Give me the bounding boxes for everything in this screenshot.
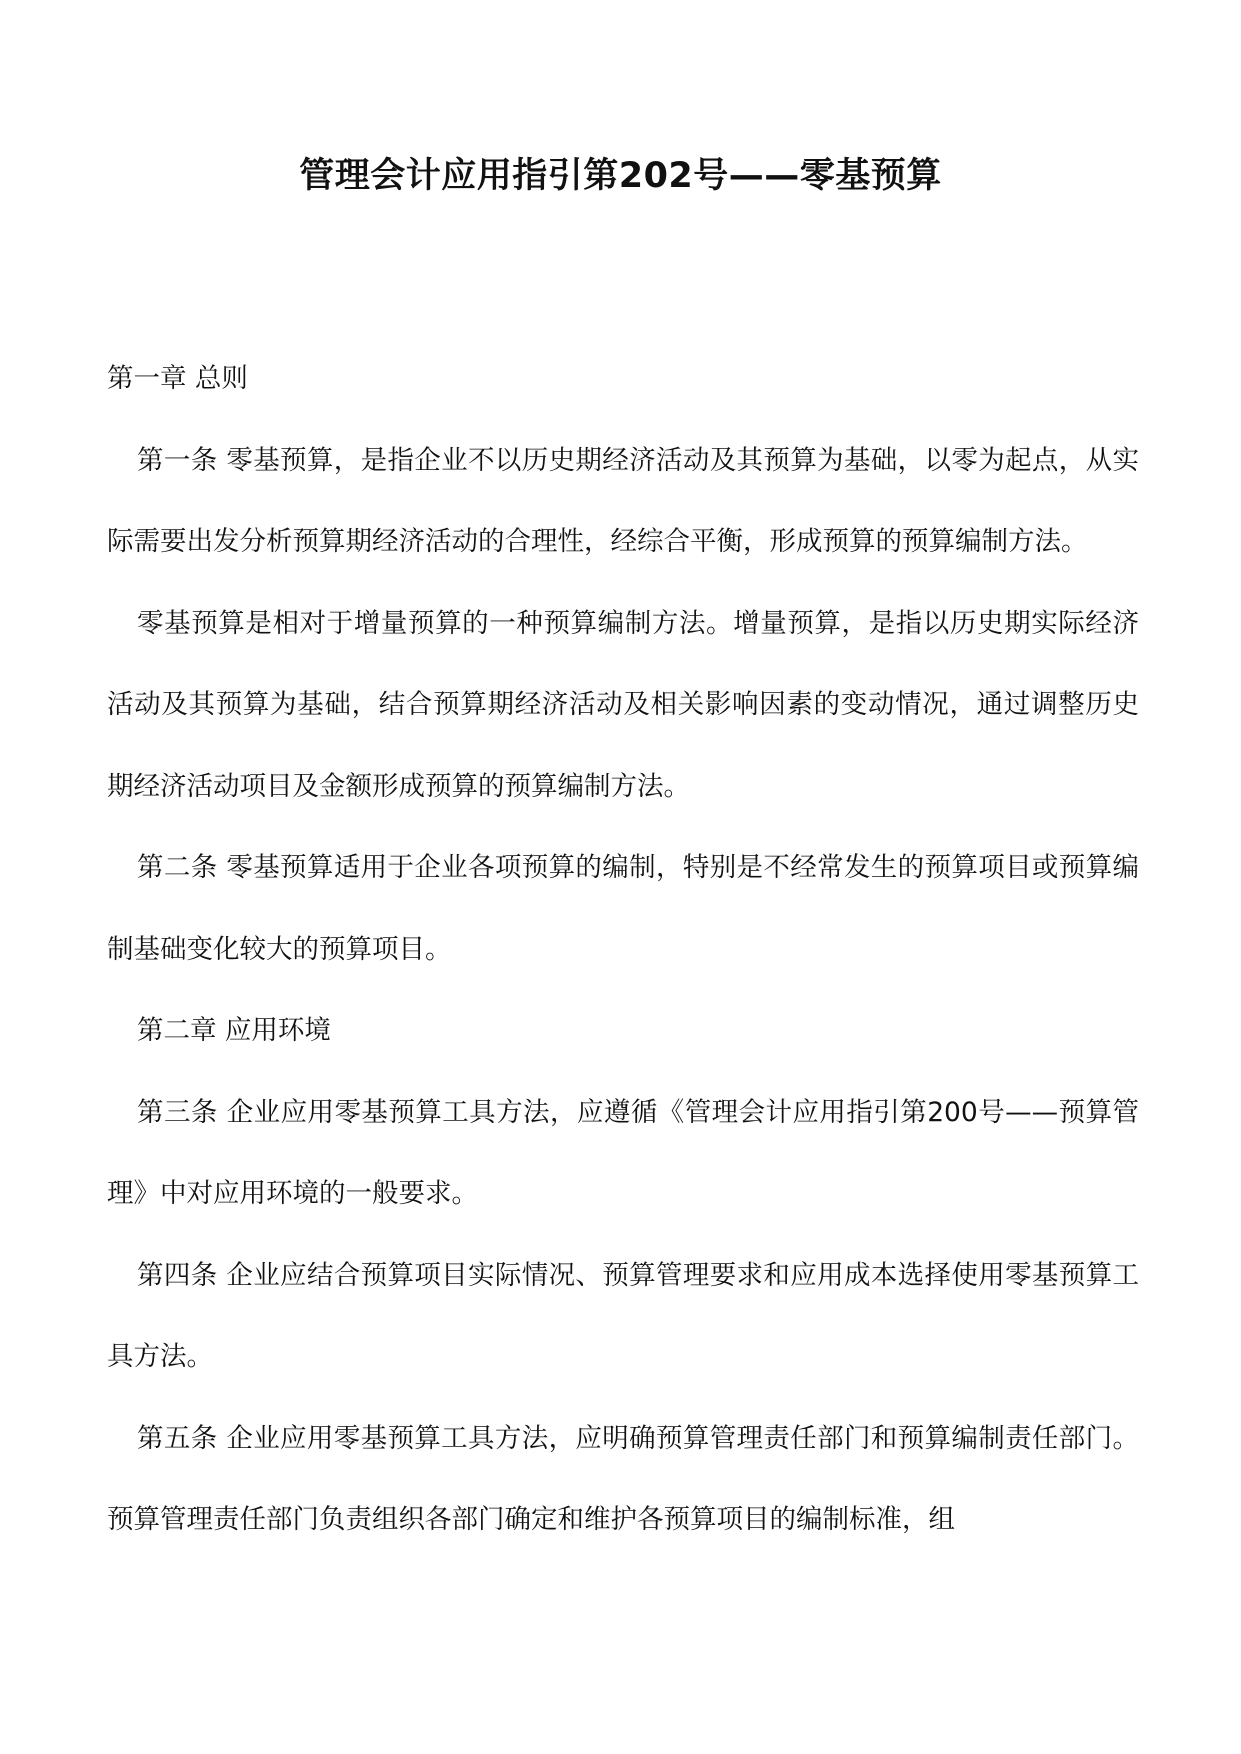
chapter-heading: 第一章 总则 <box>107 363 248 394</box>
article-paragraph: 第五条 企业应用零基预算工具方法，应明确预算管理责任部门和预算编制责任部门。预算管理责任部门负责组织各部门确定和维护各预算项目的编制标准，组 <box>107 1422 1139 1535</box>
article-paragraph: 第二条 零基预算适用于企业各项预算的编制，特别是不经常发生的预算项目或预算编制基础变化较大的预算项目。 <box>107 852 1139 965</box>
document-title: 管理会计应用指引第202号——零基预算 <box>299 156 942 196</box>
article-paragraph: 零基预算是相对于增量预算的一种预算编制方法。增量预算，是指以历史期实际经济活动及其预算为基础，结合预算期经济活动及相关影响因素的变动情况，通过调整历史期经济活动项目及金额形成预算的预算编制方法。 <box>107 607 1139 802</box>
article-paragraph: 第三条 企业应用零基预算工具方法，应遵循《管理会计应用指引第200号——预算管理》中对应用环境的一般要求。 <box>107 1096 1139 1209</box>
document-body <box>107 338 1139 1561</box>
article-paragraph: 第一条 零基预算，是指企业不以历史期经济活动及其预算为基础，以零为起点，从实际需要出发分析预算期经济活动的合理性，经综合平衡，形成预算的预算编制方法。 <box>107 444 1139 557</box>
article-paragraph: 第四条 企业应结合预算项目实际情况、预算管理要求和应用成本选择使用零基预算工具方法。 <box>107 1259 1139 1372</box>
chapter-heading: 第二章 应用环境 <box>137 1015 331 1046</box>
